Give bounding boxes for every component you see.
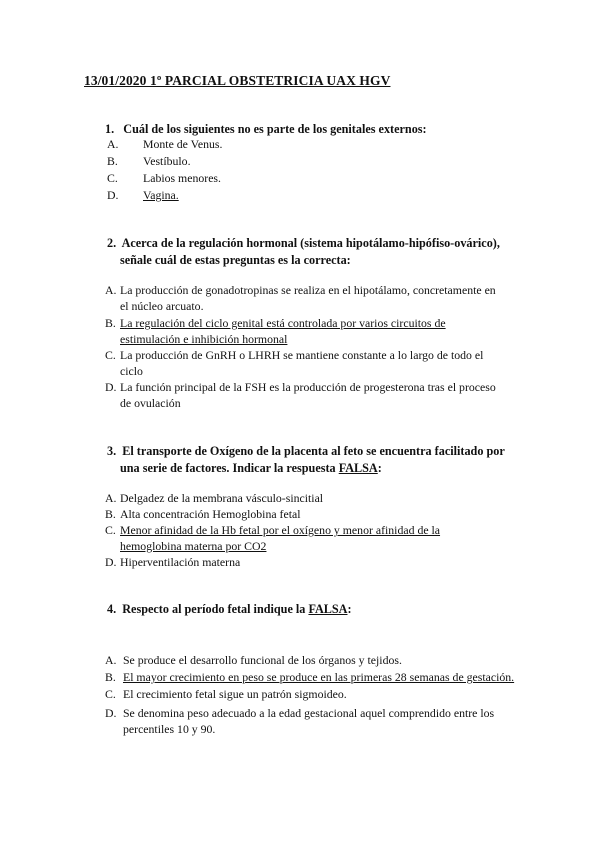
option-letter: D. bbox=[105, 706, 117, 720]
question-text: una serie de factores. Indicar la respuesta bbox=[120, 461, 339, 475]
question-3-heading bbox=[107, 443, 505, 460]
option-3a bbox=[105, 490, 323, 507]
question-text: El transporte de Oxígeno de la placenta al feto se encuentra facilitado por bbox=[122, 444, 505, 458]
option-2b-cont: estimulación e inhibición hormonal bbox=[120, 332, 288, 346]
option-letter: D. bbox=[105, 380, 117, 394]
option-letter: C. bbox=[105, 687, 116, 701]
question-2-heading-cont: señale cuál de estas preguntas es la correcta: bbox=[120, 253, 351, 267]
false-keyword: FALSA bbox=[338, 461, 378, 475]
option-text: Menor afinidad de la Hb fetal por el oxígeno y menor afinidad de la bbox=[120, 523, 441, 537]
option-text: La función principal de la FSH es la producción de progesterona tras el proceso bbox=[120, 380, 496, 394]
question-number: 4. bbox=[107, 602, 117, 616]
false-keyword: FALSA bbox=[308, 602, 348, 616]
option-text: Hiperventilación materna bbox=[120, 555, 241, 569]
option-text: La producción de GnRH o LHRH se mantiene constante a lo largo de todo el bbox=[120, 348, 484, 362]
option-letter: A. bbox=[107, 137, 119, 151]
question-2-heading bbox=[107, 235, 500, 252]
option-text: Vestíbulo. bbox=[143, 154, 191, 168]
option-1b bbox=[107, 153, 191, 170]
option-2c-cont: ciclo bbox=[120, 364, 143, 378]
option-text: El crecimiento fetal sigue un patrón sigmoideo. bbox=[123, 687, 347, 701]
option-text: El mayor crecimiento en peso se produce en las primeras 28 semanas de gestación. bbox=[123, 670, 515, 684]
question-text: Acerca de la regulación hormonal (sistema hipotálamo-hipófiso-ovárico), bbox=[121, 236, 500, 250]
option-letter: C. bbox=[105, 348, 116, 362]
question-end: : bbox=[377, 461, 382, 475]
question-end: : bbox=[347, 602, 352, 616]
option-3b bbox=[105, 506, 300, 523]
option-3d bbox=[105, 554, 240, 571]
question-text: Respecto al período fetal indique la bbox=[122, 602, 309, 616]
option-2d-cont: de ovulación bbox=[120, 396, 181, 410]
option-4b-answer bbox=[105, 669, 514, 686]
option-2d bbox=[105, 379, 496, 396]
option-1d-answer bbox=[107, 187, 179, 204]
option-letter: D. bbox=[107, 188, 119, 202]
option-text: Vagina. bbox=[143, 188, 179, 202]
option-letter: B. bbox=[105, 507, 116, 521]
option-text: Labios menores. bbox=[143, 171, 221, 185]
option-text: Se denomina peso adecuado a la edad gestacional aquel comprendido entre los bbox=[123, 706, 495, 720]
option-text: Alta concentración Hemoglobina fetal bbox=[120, 507, 301, 521]
option-3c-cont: hemoglobina materna por CO2 bbox=[120, 539, 267, 553]
option-letter: A. bbox=[105, 491, 117, 505]
option-1a bbox=[107, 136, 222, 153]
option-letter: D. bbox=[105, 555, 117, 569]
page-title: 13/01/2020 1º PARCIAL OBSTETRICIA UAX HGV bbox=[84, 73, 391, 88]
option-letter: C. bbox=[105, 523, 116, 537]
option-2c bbox=[105, 347, 483, 364]
option-letter: A. bbox=[105, 653, 117, 667]
option-4d-cont: percentiles 10 y 90. bbox=[123, 722, 216, 736]
question-number: 1. bbox=[105, 122, 115, 136]
option-4a bbox=[105, 652, 402, 669]
option-letter: A. bbox=[105, 283, 117, 297]
option-2a bbox=[105, 282, 496, 299]
option-2b-answer bbox=[105, 315, 446, 332]
option-4d bbox=[105, 705, 494, 722]
option-text: Se produce el desarrollo funcional de los órganos y tejidos. bbox=[123, 653, 402, 667]
option-letter: B. bbox=[105, 670, 116, 684]
option-text: Monte de Venus. bbox=[143, 137, 223, 151]
question-4-heading bbox=[107, 601, 352, 618]
option-1c bbox=[107, 170, 221, 187]
question-number: 2. bbox=[107, 236, 117, 250]
option-text: La producción de gonadotropinas se realiza en el hipotálamo, concretamente en bbox=[120, 283, 496, 297]
option-letter: B. bbox=[105, 316, 116, 330]
question-3-heading-cont bbox=[120, 460, 382, 477]
option-3c-answer bbox=[105, 522, 440, 539]
option-4c bbox=[105, 686, 347, 703]
option-letter: C. bbox=[107, 171, 118, 185]
question-text: Cuál de los siguientes no es parte de los genitales externos: bbox=[123, 122, 427, 136]
question-number: 3. bbox=[107, 444, 117, 458]
option-text: La regulación del ciclo genital está controlada por varios circuitos de bbox=[120, 316, 446, 330]
option-text: Delgadez de la membrana vásculo-sincitial bbox=[120, 491, 324, 505]
option-letter: B. bbox=[107, 154, 118, 168]
option-2a-cont: el núcleo arcuato. bbox=[120, 299, 204, 313]
